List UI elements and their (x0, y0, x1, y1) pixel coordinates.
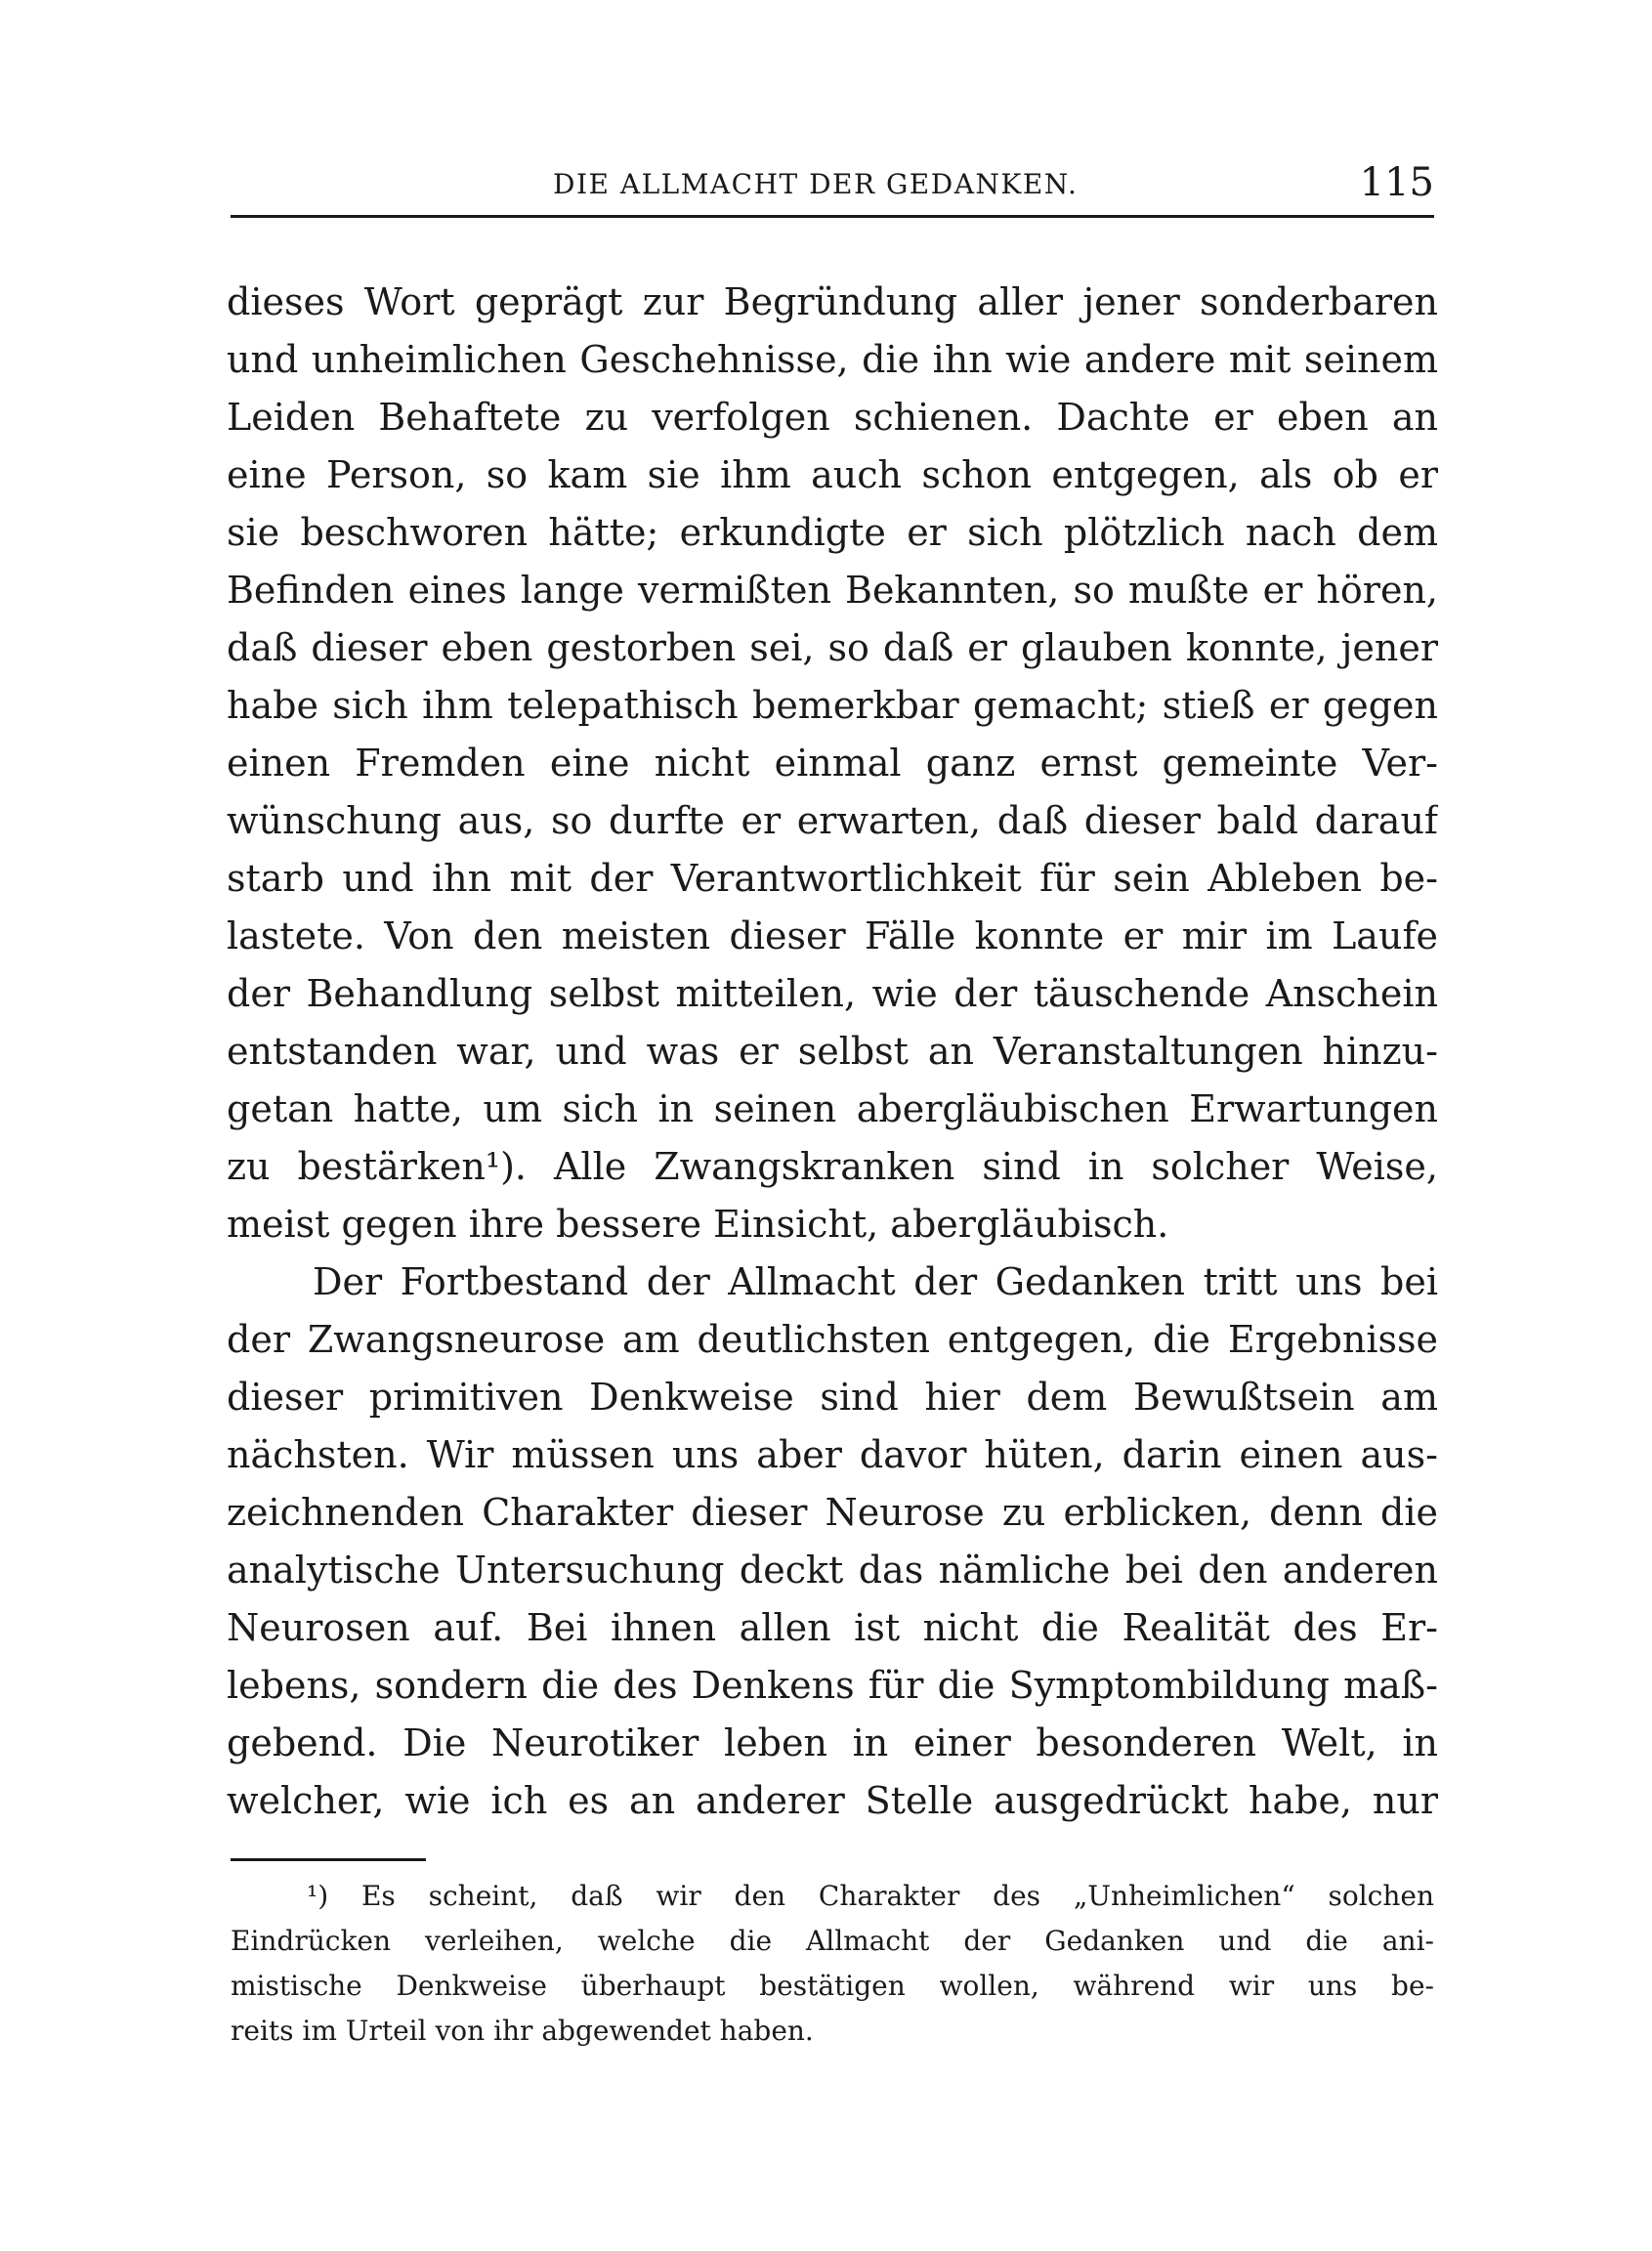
text-line: Der Fortbestand der Allmacht der Gedanken tritt uns bei (313, 1260, 1438, 1303)
text-line: zeichnenden Charakter dieser Neurose zu erblicken, denn die (227, 1491, 1438, 1534)
text-line: entstanden war, und was er selbst an Veranstaltungen hinzu- (227, 1030, 1438, 1073)
text-line: dieser primitiven Denkweise sind hier dem Bewußtsein am (227, 1376, 1438, 1419)
text-line: analytische Untersuchung deckt das nämliche bei den anderen (227, 1549, 1438, 1592)
paragraph-1 (227, 274, 1438, 1253)
text-line: meist gegen ihre bessere Einsicht, abergläubisch. (227, 1203, 1169, 1246)
header-rule (231, 215, 1434, 218)
text-line: nächsten. Wir müssen uns aber davor hüten, darin einen aus- (227, 1433, 1438, 1476)
footnote (231, 1874, 1434, 2054)
footnote-line: reits im Urteil von ihr abgewendet haben. (231, 2015, 814, 2047)
text-line: der Zwangsneurose am deutlichsten entgegen, die Ergebnisse (227, 1318, 1438, 1361)
text-line: einen Fremden eine nicht einmal ganz ernst gemeinte Ver- (227, 742, 1438, 785)
paragraph-2 (227, 1253, 1438, 1830)
text-line: eine Person, so kam sie ihm auch schon entgegen, als ob er (227, 453, 1438, 496)
running-title: DIE ALLMACHT DER GEDANKEN. (553, 168, 1079, 200)
text-line: wünschung aus, so durfte er erwarten, daß dieser bald darauf (227, 799, 1438, 842)
text-line: habe sich ihm telepathisch bemerkbar gemacht; stieß er gegen (227, 684, 1438, 727)
text-line: Leiden Behaftete zu verfolgen schienen. Dachte er eben an (227, 396, 1438, 439)
running-head (231, 160, 1434, 215)
text-line: lebens, sondern die des Denkens für die Symptombildung maß- (227, 1664, 1438, 1707)
text-line: gebend. Die Neurotiker leben in einer besonderen Welt, in (227, 1721, 1438, 1764)
text-line: starb und ihn mit der Verantwortlichkeit für sein Ableben be- (227, 857, 1438, 900)
page-number: 115 (1359, 160, 1434, 205)
text-line: der Behandlung selbst mitteilen, wie der täuschende Anschein (227, 972, 1438, 1015)
body-text (227, 274, 1438, 1830)
text-line: daß dieser eben gestorben sei, so daß er glauben konnte, jener (227, 626, 1438, 669)
footnote-line: mistische Denkweise überhaupt bestätigen wollen, während wir uns be- (231, 1970, 1434, 2002)
text-line: und unheimlichen Geschehnisse, die ihn wie andere mit seinem (227, 338, 1438, 381)
text-line: sie beschworen hätte; erkundigte er sich plötzlich nach dem (227, 511, 1438, 554)
text-line: Neurosen auf. Bei ihnen allen ist nicht die Realität des Er- (227, 1606, 1438, 1649)
footnote-rule (231, 1858, 426, 1861)
text-line: getan hatte, um sich in seinen abergläubischen Erwartungen (227, 1087, 1438, 1130)
text-line: welcher, wie ich es an anderer Stelle ausgedrückt habe, nur (227, 1779, 1438, 1822)
text-line: Befinden eines lange vermißten Bekannten, so mußte er hören, (227, 569, 1438, 612)
footnote-line: Eindrücken verleihen, welche die Allmacht der Gedanken und die ani- (231, 1925, 1434, 1957)
text-line: lastete. Von den meisten dieser Fälle konnte er mir im Laufe (227, 914, 1438, 957)
footnote-line: ¹) Es scheint, daß wir den Charakter des „Unheimlichen“ solchen (307, 1880, 1434, 1912)
text-line: dieses Wort geprägt zur Begründung aller jener sonderbaren (227, 280, 1438, 323)
text-line: zu bestärken¹). Alle Zwangskranken sind in solcher Weise, (227, 1145, 1438, 1188)
